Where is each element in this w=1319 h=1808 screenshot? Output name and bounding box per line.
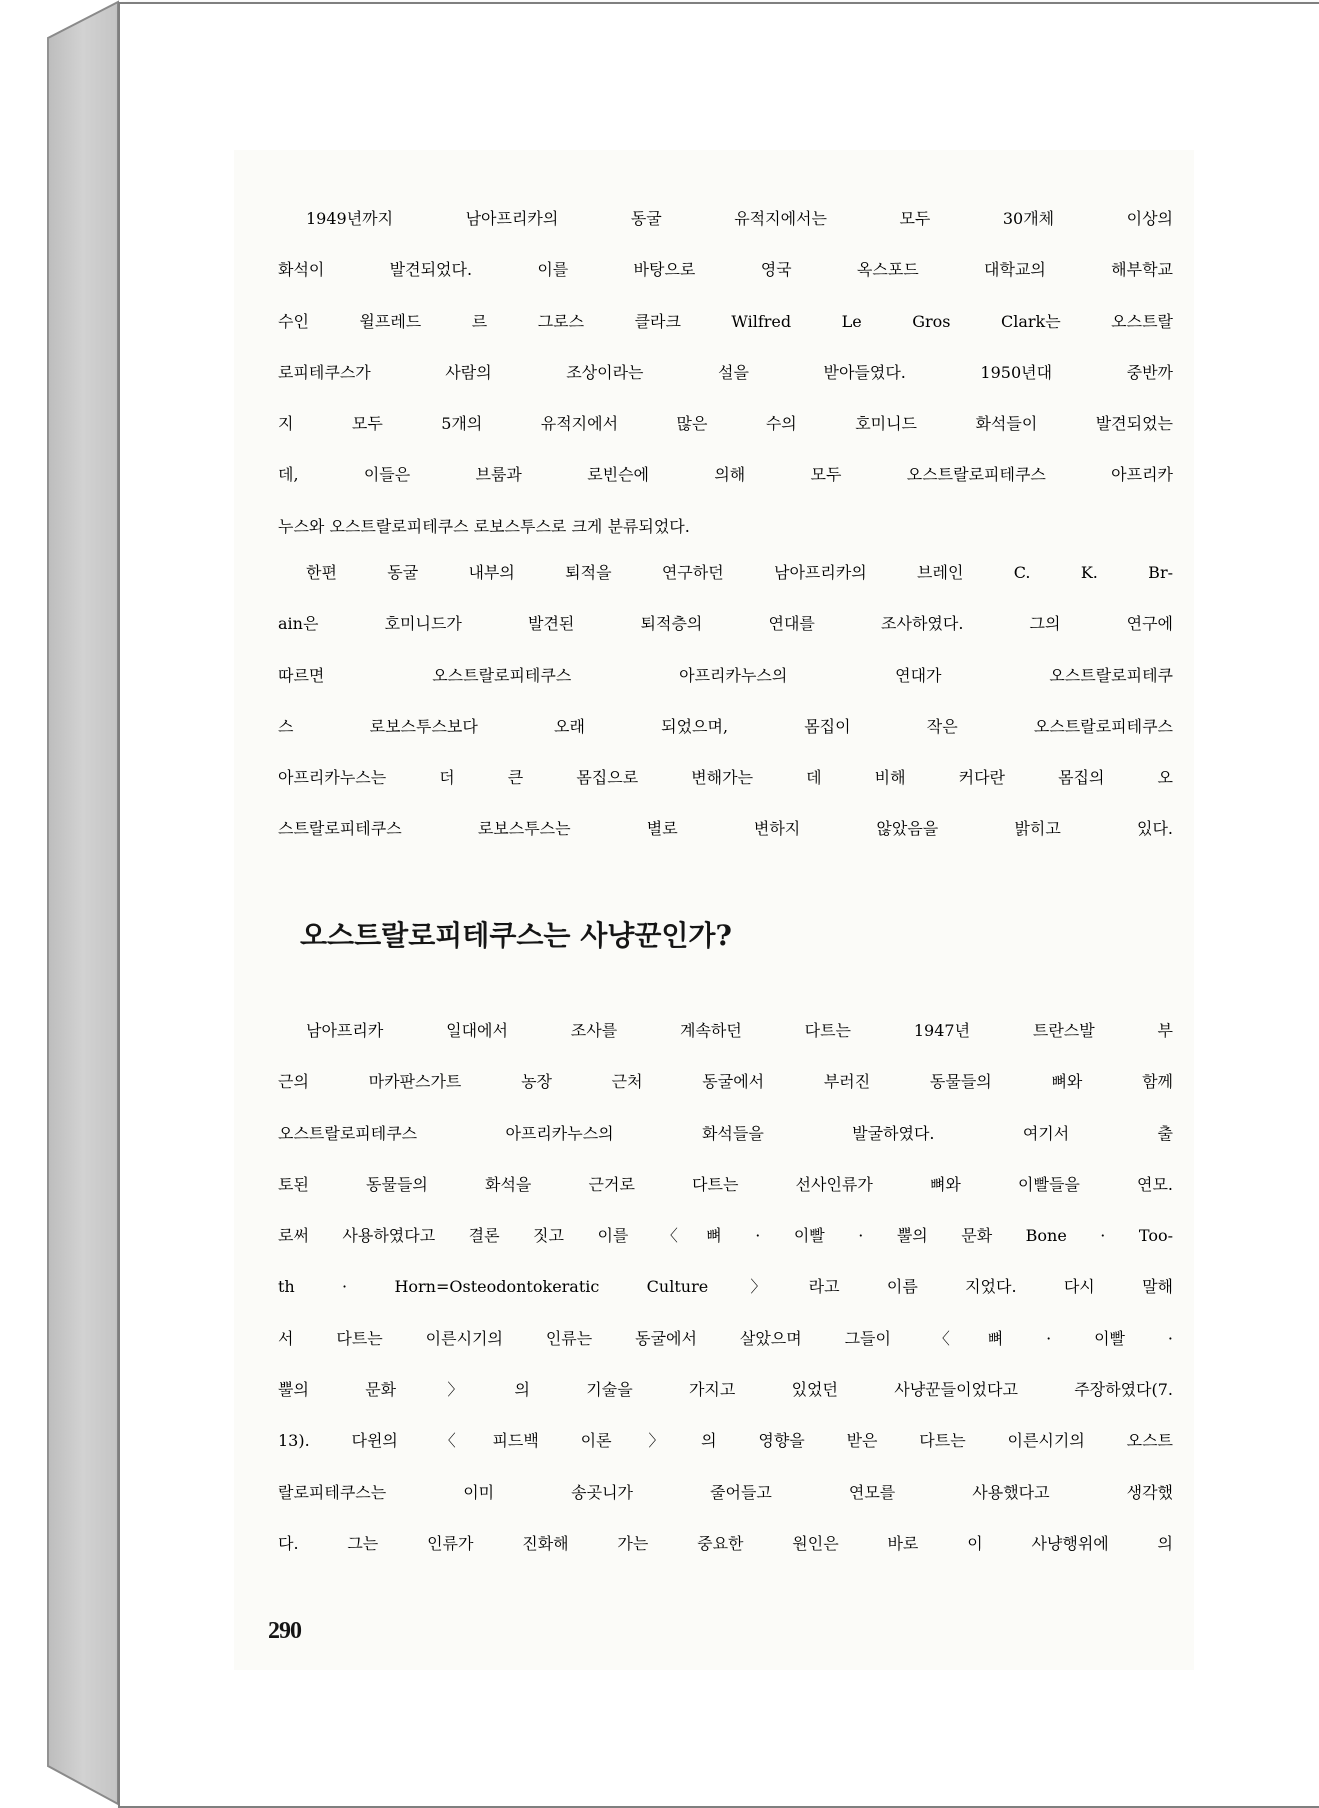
paragraph-3-line: 뿔의 문화〉의 기술을 가지고 있었던 사냥꾼들이었다고 주장하였다(7. (278, 1380, 1173, 1400)
section-heading: 오스트랄로피테쿠스는 사냥꾼인가? (300, 919, 732, 952)
paragraph-2-line: 따르면 오스트랄로피테쿠스 아프리카누스의 연대가 오스트랄로피테쿠 (278, 665, 1173, 685)
paragraph-2-line: 스트랄로피테쿠스 로보스투스는 별로 변하지 않았음을 밝히고 있다. (278, 819, 1173, 839)
paragraph-3-line: 오스트랄로피테쿠스 아프리카누스의 화석들을 발굴하였다. 여기서 출 (278, 1123, 1173, 1143)
paragraph-3-line: 랄로피테쿠스는 이미 송곳니가 줄어들고 연모를 사용했다고 생각했 (278, 1482, 1173, 1502)
page-number: 290 (268, 1618, 301, 1644)
paragraph-3-line: 토된 동물들의 화석을 근거로 다트는 선사인류가 뼈와 이빨들을 연모. (278, 1174, 1173, 1194)
paragraph-3-line: 남아프리카 일대에서 조사를 계속하던 다트는 1947년 트란스발 부 (306, 1021, 1173, 1040)
paragraph-3-line: 근의 마카판스가트 농장 근처 동굴에서 부러진 동물들의 뼈와 함께 (278, 1072, 1173, 1092)
paragraph-2-line: ain은 호미니드가 발견된 퇴적층의 연대를 조사하였다. 그의 연구에 (278, 614, 1173, 634)
paragraph-1-line: 지 모두 5개의 유적지에서 많은 수의 호미니드 화석들이 발견되었는 (278, 414, 1173, 434)
paragraph-3-line: 로써 사용하였다고 결론 짓고 이를 〈뼈 · 이빨 · 뿔의 문화 Bone · Too- (278, 1226, 1173, 1246)
paragraph-1-line: 누스와 오스트랄로피테쿠스 로보스투스로 크게 분류되었다. (278, 516, 690, 536)
paragraph-3-line: 서 다트는 이른시기의 인류는 동굴에서 살았으며 그들이 〈뼈 · 이빨 · (278, 1328, 1173, 1348)
paragraph-2-line: 스 로보스투스보다 오래 되었으며, 몸집이 작은 오스트랄로피테쿠스 (278, 716, 1173, 736)
paragraph-1-line: 수인 윌프레드 르 그로스 클라크 Wilfred Le Gros Clark는 오스트랄 (278, 311, 1173, 331)
paragraph-1 (278, 206, 1173, 565)
paragraph-3 (278, 1018, 1173, 1582)
paragraph-1-line: 화석이 발견되었다. 이를 바탕으로 영국 옥스포드 대학교의 해부학교 (278, 260, 1173, 280)
paragraph-1-line: 데, 이들은 브룸과 로빈슨에 의해 모두 오스트랄로피테쿠스 아프리카 (278, 465, 1173, 485)
paragraph-3-line: 13). 다윈의 〈피드백 이론〉의 영향을 받은 다트는 이른시기의 오스트 (278, 1431, 1173, 1451)
paragraph-1-line: 로피테쿠스가 사람의 조상이라는 설을 받아들였다. 1950년대 중반까 (278, 362, 1173, 382)
paragraph-3-line: th · Horn=Osteodontokeratic Culture〉라고 이름 지었다. 다시 말해 (278, 1277, 1173, 1297)
book-spine (0, 0, 120, 1806)
paragraph-2-line: 한편 동굴 내부의 퇴적을 연구하던 남아프리카의 브레인 C. K. Br- (306, 563, 1173, 582)
paragraph-2-line: 아프리카누스는 더 큰 몸집으로 변해가는 데 비해 커다란 몸집의 오 (278, 768, 1173, 788)
paragraph-3-line: 다. 그는 인류가 진화해 가는 중요한 원인은 바로 이 사냥행위에 의 (278, 1533, 1173, 1553)
paragraph-1-line: 1949년까지 남아프리카의 동굴 유적지에서는 모두 30개체 이상의 (306, 209, 1173, 228)
paragraph-2 (278, 560, 1173, 868)
